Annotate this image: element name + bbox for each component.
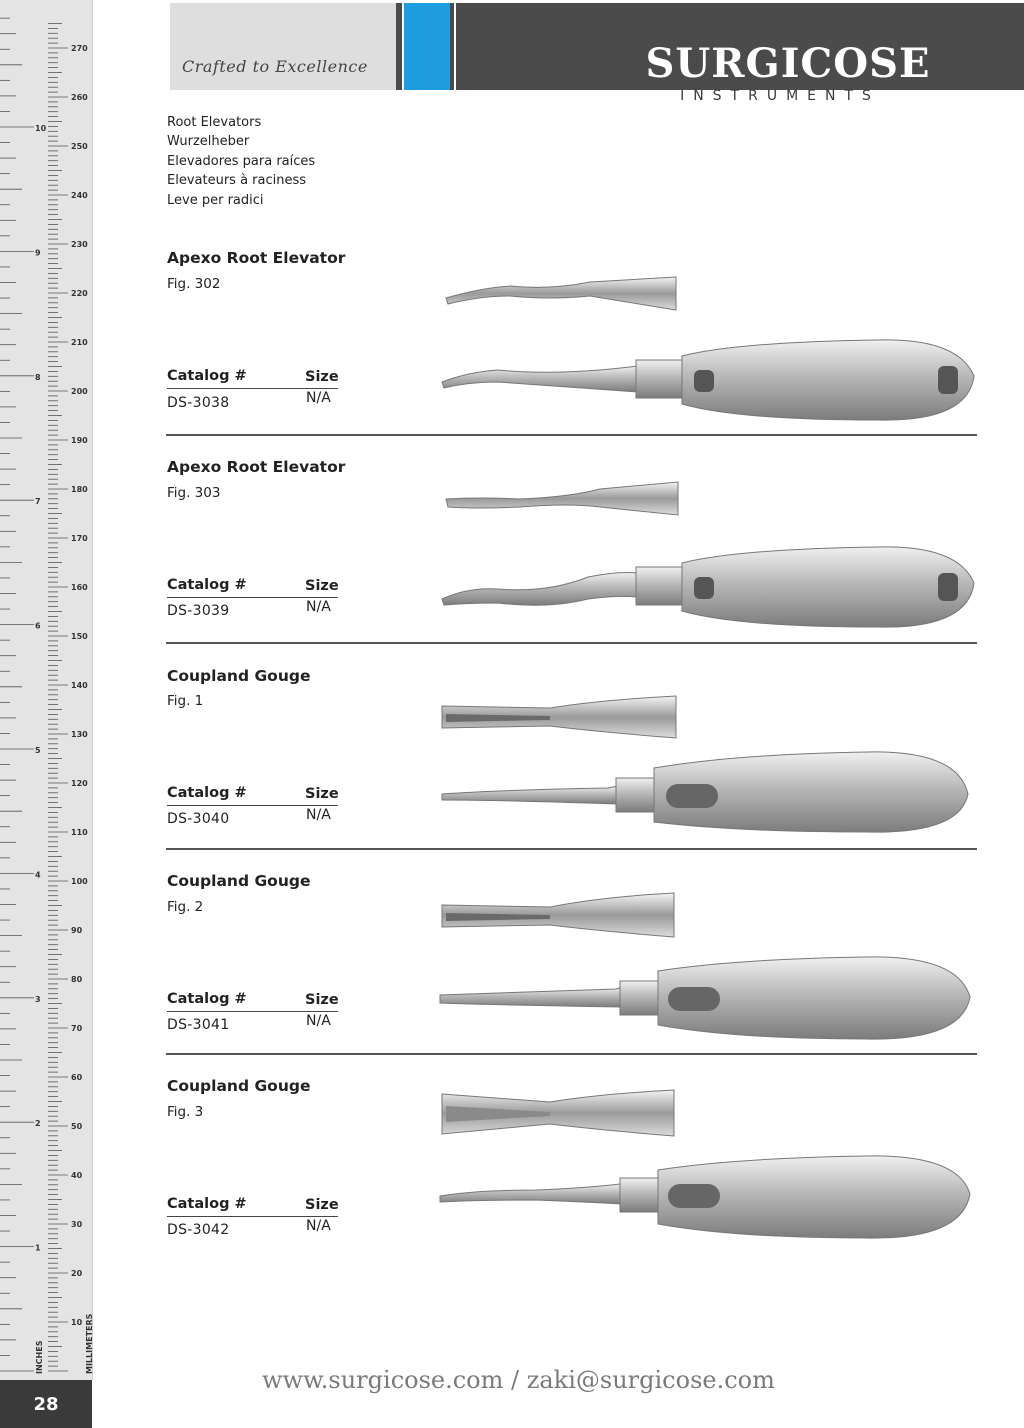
mm-label: 110 [71, 828, 88, 837]
mm-label: 50 [71, 1122, 83, 1131]
inches-axis-label: INCHES [35, 1340, 44, 1374]
mm-label: 160 [71, 583, 88, 592]
mm-label: 90 [71, 926, 83, 935]
header-divider [450, 3, 454, 90]
section-divider [166, 848, 977, 850]
catalog-number: DS-3039 [167, 603, 230, 619]
category-name: Leve per radici [167, 192, 264, 208]
mm-label: 230 [71, 240, 88, 249]
instrument-tip-image [440, 891, 678, 939]
mm-label: 150 [71, 632, 88, 641]
size-label: Size [305, 992, 339, 1008]
section-divider [166, 642, 977, 644]
size-value: N/A [306, 807, 331, 823]
mm-label: 240 [71, 191, 88, 200]
catalog-number: DS-3040 [167, 811, 230, 827]
instrument-tip-image [440, 694, 680, 740]
page-number-box [0, 1380, 92, 1428]
instrument-tip-image [440, 479, 684, 519]
section-divider [166, 434, 977, 436]
category-name: Elevateurs à raciness [167, 173, 307, 189]
product-fig: Fig. 302 [167, 276, 221, 292]
product-fig: Fig. 3 [167, 1104, 204, 1120]
catalog-label: Catalog # [167, 577, 247, 593]
instrument-full-image [438, 336, 978, 428]
mm-label: 70 [71, 1024, 83, 1033]
mm-label: 20 [71, 1269, 83, 1278]
mm-label: 80 [71, 975, 83, 984]
catalog-label: Catalog # [167, 1196, 247, 1212]
catalog-underline [167, 597, 338, 598]
product-title: Coupland Gouge [167, 872, 311, 890]
catalog-underline [167, 388, 338, 389]
product-fig: Fig. 303 [167, 485, 221, 501]
brand-subtitle: INSTRUMENTS [680, 88, 880, 104]
tagline: Crafted to Excellence [182, 57, 368, 76]
mm-label: 220 [71, 289, 88, 298]
mm-label: 130 [71, 730, 88, 739]
instrument-tip-image [440, 1088, 678, 1140]
catalog-number: DS-3038 [167, 395, 230, 411]
catalog-label: Catalog # [167, 991, 247, 1007]
mm-label: 40 [71, 1171, 83, 1180]
size-label: Size [305, 578, 339, 594]
product-fig: Fig. 2 [167, 899, 204, 915]
catalog-underline [167, 1216, 338, 1217]
instrument-full-image [436, 1154, 974, 1246]
mm-label: 270 [71, 44, 88, 53]
product-title: Apexo Root Elevator [167, 458, 346, 476]
mm-label: 60 [71, 1073, 83, 1082]
category-name: Root Elevators [167, 115, 262, 130]
header-divider [396, 3, 402, 90]
instrument-full-image [438, 543, 978, 635]
category-name: Wurzelheber [167, 134, 250, 150]
inch-label: 3 [35, 994, 41, 1004]
mm-label: 180 [71, 485, 88, 494]
product-fig: Fig. 1 [167, 693, 204, 709]
size-label: Size [305, 369, 339, 385]
mm-label: 100 [71, 877, 88, 886]
catalog-label: Catalog # [167, 368, 247, 384]
inch-label: 1 [35, 1243, 41, 1253]
catalog-label: Catalog # [167, 785, 247, 801]
mm-label: 10 [71, 1318, 83, 1327]
product-title: Apexo Root Elevator [167, 249, 346, 267]
product-title: Coupland Gouge [167, 667, 311, 685]
mm-label: 170 [71, 534, 88, 543]
brand-logo: SURGICOSE [645, 40, 931, 87]
catalog-underline [167, 805, 338, 806]
ruler [0, 0, 93, 1380]
inch-label: 5 [35, 746, 41, 755]
size-label: Size [305, 786, 339, 802]
size-label: Size [305, 1197, 339, 1213]
size-value: N/A [306, 390, 331, 406]
size-value: N/A [306, 599, 331, 615]
mm-label: 120 [71, 779, 88, 788]
mm-label: 200 [71, 387, 88, 396]
size-value: N/A [306, 1218, 331, 1234]
category-name: Elevadores para raíces [167, 153, 316, 169]
inch-label: 10 [35, 124, 47, 133]
inch-label: 8 [35, 372, 41, 382]
mm-label: 210 [71, 338, 88, 347]
catalog-number: DS-3042 [167, 1222, 230, 1238]
mm-label: 250 [71, 142, 88, 151]
millimeters-axis-label: MILLIMETERS [85, 1313, 94, 1374]
inch-label: 2 [35, 1119, 41, 1129]
catalog-underline [167, 1011, 338, 1012]
footer-contact: www.surgicose.com / zaki@surgicose.com [262, 1366, 775, 1394]
mm-label: 190 [71, 436, 88, 445]
instrument-full-image [438, 746, 972, 836]
mm-label: 260 [71, 93, 88, 102]
catalog-number: DS-3041 [167, 1017, 230, 1033]
instrument-tip-image [440, 274, 682, 314]
mm-label: 30 [71, 1220, 83, 1229]
inch-label: 4 [35, 870, 41, 880]
size-value: N/A [306, 1013, 331, 1029]
instrument-full-image [436, 953, 974, 1045]
page-number: 28 [33, 1393, 59, 1415]
mm-label: 140 [71, 681, 88, 690]
inch-label: 6 [35, 621, 41, 631]
inch-label: 9 [35, 248, 41, 258]
category-names [167, 113, 315, 210]
header-accent-bar [404, 3, 450, 90]
section-divider [166, 1053, 977, 1055]
header-tagline-panel [170, 3, 396, 90]
ruler-scale [0, 0, 92, 1380]
product-title: Coupland Gouge [167, 1077, 311, 1095]
inch-label: 7 [35, 497, 41, 507]
